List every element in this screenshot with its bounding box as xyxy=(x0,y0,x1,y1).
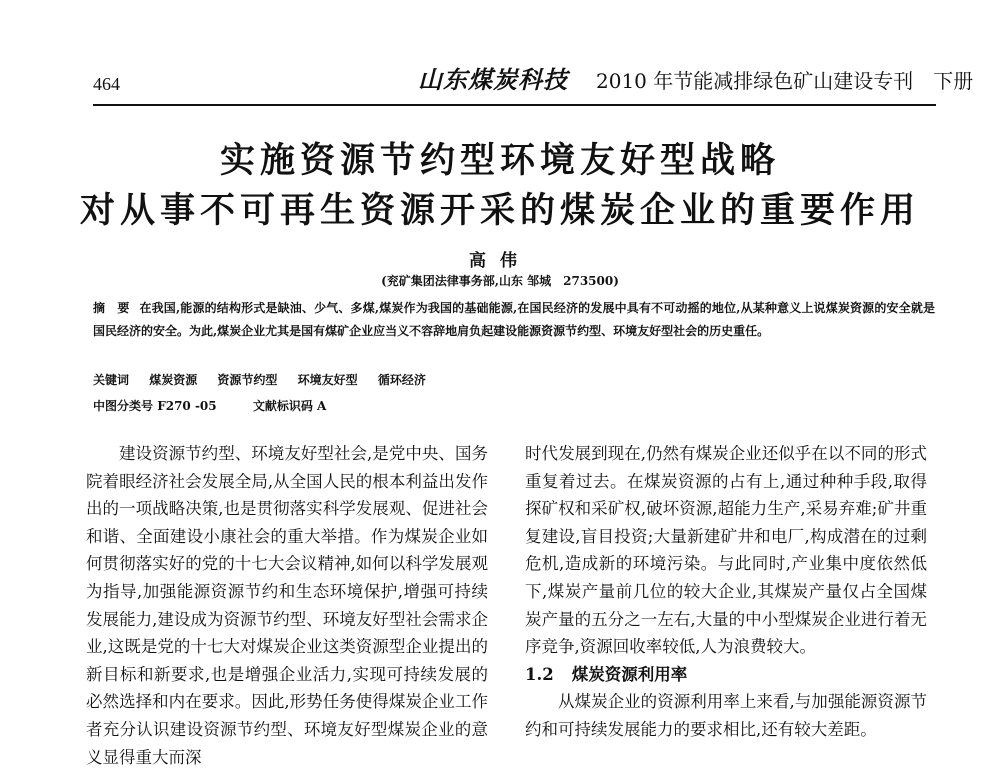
doc-code-value: A xyxy=(317,399,327,413)
abstract-text: 在我国,能源的结构形式是缺油、少气、多煤,煤炭作为我国的基础能源,在国民经济的发展中具有不可动摇的地位,从某种意义上说煤炭资源的安全就是国民经济的安全。为此,煤炭企业尤其是国有煤矿企业应当义不容辞地肩负起建设能源资源节约型、环境友好型社会的历史重任。 xyxy=(93,301,935,338)
clc-label: 中图分类号 xyxy=(93,399,154,413)
classification-line xyxy=(93,397,326,414)
author-affiliation: (兖矿集团法律事务部,山东 邹城 273500) xyxy=(381,274,619,288)
abstract xyxy=(93,297,935,343)
keyword: 资源节约型 xyxy=(217,373,278,387)
journal-logo: 山东煤炭科技 xyxy=(418,65,568,94)
body-paragraph: 时代发展到现在,仍然有煤炭企业还似乎在以不同的形式重复着过去。在煤炭资源的占有上,通过种种手段,取得探矿权和采矿权,破坏资源,超能力生产,采易弃难;矿井重复建设,盲目投资;大量新建矿井和电厂,构成潜在的过剩危机,造成新的环境污染。与此同时,产业集中度依然低下,煤炭产量前几位的较大企业,其煤炭产量仅占全国煤炭产量的五分之一左右,大量的中小型煤炭企业进行着无序竞争,资源回收率较低,人为浪费较大。 xyxy=(525,444,927,657)
keyword: 循环经济 xyxy=(377,373,426,387)
section-heading xyxy=(525,661,927,689)
keyword: 煤炭资源 xyxy=(149,373,198,387)
keywords-label: 关键词 xyxy=(93,373,130,387)
page-number: 464 xyxy=(93,74,120,94)
clc-value: F270 -05 xyxy=(157,399,217,413)
doc-code-label: 文献标识码 xyxy=(252,399,313,413)
issue-label: 2010 年节能减排绿色矿山建设专刊 下册 xyxy=(596,69,974,93)
header-rule xyxy=(93,104,936,106)
section-number: 1.2 xyxy=(525,664,554,684)
body-paragraph: 建设资源节约型、环境友好型社会,是党中央、国务院着眼经济社会发展全局,从全国人民的根本利益出发作出的一项战略决策,也是贯彻落实科学发展观、促进社会和谐、全面建设小康社会的重大举措。作为煤炭企业如何贯彻落实好的党的十七大会议精神,如何以科学发展观为指导,加强能源资源节约和生态环境保护,增强可持续发展能力,建设成为资源节约型、环境友好型社会需求企业,这既是党的十七大对煤炭企业这类资源型企业提出的新目标和新要求,也是增强企业活力,实现可持续发展的必然选择和内在要求。因此,形势任务使得煤炭企业工作者充分认识建设资源节约型、环境友好型煤炭企业的意义显得重大而深 xyxy=(86,444,488,767)
paper-title-line-1: 实施资源节约型环境友好型战略 xyxy=(219,140,780,181)
keywords-line xyxy=(93,371,426,388)
body-column-left xyxy=(86,440,488,771)
author-name: 高伟 xyxy=(469,251,531,271)
paper-title-line-2: 对从事不可再生资源开采的煤炭企业的重要作用 xyxy=(79,190,920,231)
body-column-right xyxy=(525,440,927,744)
section-title: 煤炭资源利用率 xyxy=(571,664,688,684)
abstract-label: 摘 要 xyxy=(93,301,130,315)
body-paragraph: 从煤炭企业的资源利用率上来看,与加强能源资源节约和可持续发展能力的要求相比,还有较大差距。 xyxy=(525,692,927,739)
keyword: 环境友好型 xyxy=(297,373,358,387)
